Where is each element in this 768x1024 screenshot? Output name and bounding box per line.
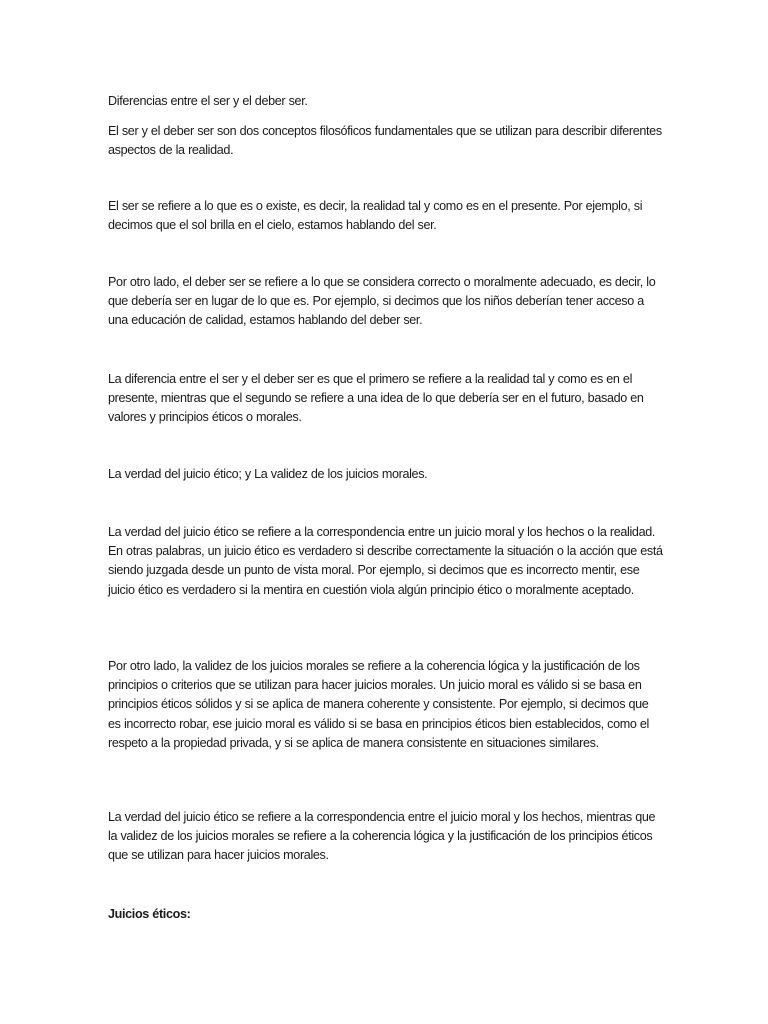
section-heading-verdad-validez: La verdad del juicio ético; y La validez de los juicios morales. — [108, 467, 428, 481]
paragraph-deber-ser: Por otro lado, el deber ser se refiere a lo que se considera correcto o moralmente adecuado, es decir, lo que debería ser en lugar de lo que es. Por ejemplo, si decimos que los niños deberían tener acceso a una educación de calidad, estamos hablando del deber ser. — [108, 275, 656, 328]
paragraph-intro: El ser y el deber ser son dos conceptos filosóficos fundamentales que se utilizan para describir diferentes aspectos de la realidad. — [108, 124, 662, 158]
paragraph-validez-juicios: Por otro lado, la validez de los juicios morales se refiere a la coherencia lógica y la justificación de los principios o criterios que se utilizan para hacer juicios morales. Un juicio moral es válido si se basa en principios éticos sólidos y si se aplica de manera coherente y consistente. Por ejemplo, si decimos que es incorrecto robar, ese juicio moral es válido si se basa en principios éticos bien establecidos, como el respeto a la propiedad privada, y si se aplica de manera consistente en situaciones similares. — [108, 659, 650, 750]
final-heading: Juicios éticos: — [108, 907, 191, 921]
paragraph-verdad-juicio: La verdad del juicio ético se refiere a la correspondencia entre un juicio moral y los hechos o la realidad. En otras palabras, un juicio ético es verdadero si describe correctamente la situación o la acción que está siendo juzgada desde un punto de vista moral. Por ejemplo, si decimos que es incorrecto mentir, ese juicio ético es verdadero si la mentira en cuestión viola algún principio ético o moralmente aceptado. — [108, 525, 663, 597]
paragraph-ser: El ser se refiere a lo que es o existe, es decir, la realidad tal y como es en el presente. Por ejemplo, si decimos que el sol brilla en el cielo, estamos hablando del ser. — [108, 199, 643, 233]
paragraph-diferencia: La diferencia entre el ser y el deber ser es que el primero se refiere a la realidad tal y como es en el presente, mientras que el segundo se refiere a una idea de lo que debería ser en el futuro, basado en valores y principios éticos o morales. — [108, 372, 644, 425]
document-title: Diferencias entre el ser y el deber ser. — [108, 94, 308, 108]
paragraph-resumen: La verdad del juicio ético se refiere a la correspondencia entre el juicio moral y los hechos, mientras que la validez de los juicios morales se refiere a la coherencia lógica y la justificación de los principios éticos que se utilizan para hacer juicios morales. — [108, 810, 656, 863]
